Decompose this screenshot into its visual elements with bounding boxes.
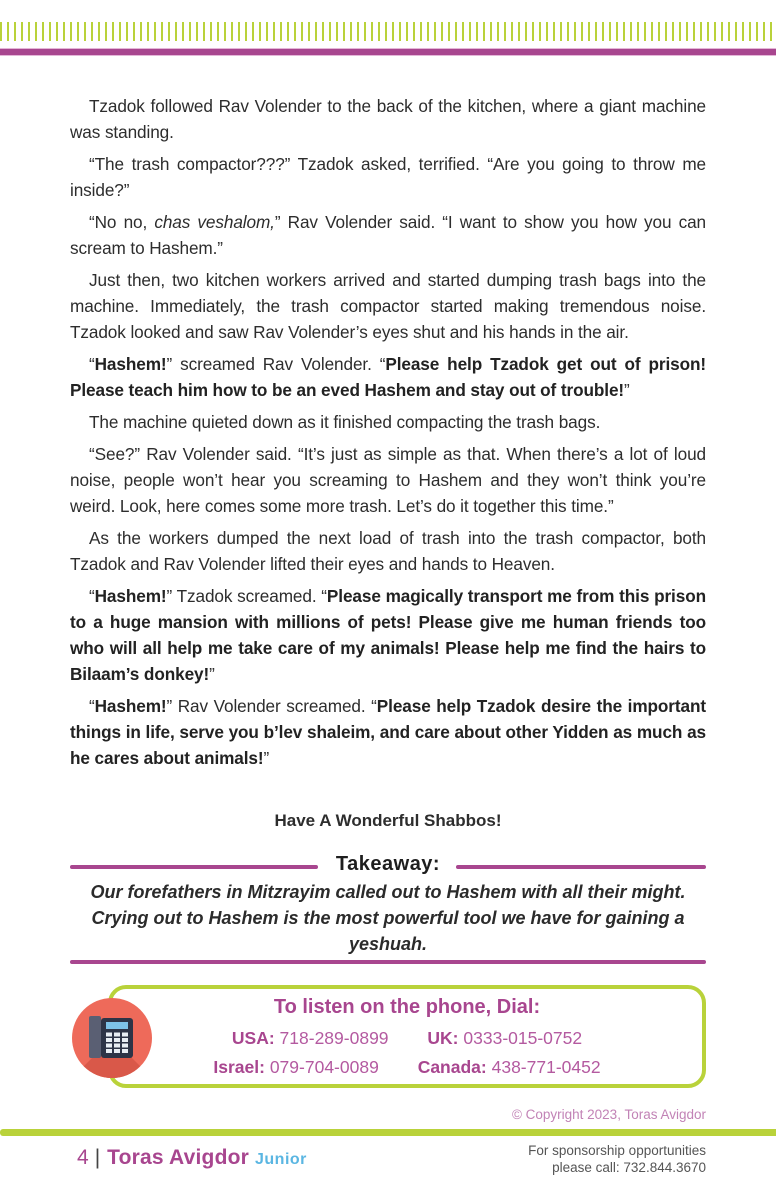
phone-number[interactable]: 438-771-0452 — [491, 1057, 601, 1077]
bold-text: Please magically transport me from this prison to a huge mansion with millions of pets! Please give me human friends too who will all help me take care of my animals! Please help me find the hairs to Bilaam’s donkey! — [70, 586, 706, 684]
text-run: As the workers dumped the next load of trash into the trash compactor, both Tzadok and Rav Volender lifted their eyes and hands to Heaven. — [70, 528, 706, 574]
story-paragraph — [70, 93, 706, 145]
story-paragraph — [70, 409, 706, 435]
story-paragraph — [70, 267, 706, 345]
closing-line: Have A Wonderful Shabbos! — [274, 811, 502, 830]
italic-text: chas veshalom, — [154, 212, 275, 232]
sponsorship-phone: please call: 732.844.3670 — [552, 1160, 706, 1175]
phone-number[interactable]: 0333-015-0752 — [463, 1028, 583, 1048]
story-body — [70, 93, 706, 777]
phone-number[interactable]: 079-704-0089 — [269, 1057, 379, 1077]
copyright-notice: © Copyright 2023, Toras Avigdor — [511, 1107, 706, 1122]
dial-row — [108, 1028, 706, 1049]
top-stripe-border — [0, 22, 776, 41]
dial-entry-uk — [427, 1028, 582, 1049]
text-run: Tzadok followed Rav Volender to the back of the kitchen, where a giant machine was standing. — [70, 96, 706, 142]
takeaway-rule-right — [456, 865, 706, 869]
text-run: ” Rav Volender said. “I want to show you how you can scream to Hashem.” — [70, 212, 707, 258]
phone-number[interactable]: 718-289-0899 — [279, 1028, 389, 1048]
story-paragraph — [70, 441, 706, 519]
bold-text: Please help Tzadok desire the important things in life, serve you b’lev shaleim, and care about other Yidden as much as he cares about animals! — [70, 696, 706, 768]
dial-row — [108, 1057, 706, 1078]
story-paragraph — [70, 693, 706, 771]
text-run: The machine quieted down as it finished compacting the trash bags. — [89, 412, 601, 432]
country-label: USA: — [231, 1028, 275, 1048]
text-run: Just then, two kitchen workers arrived and started dumping trash bags into the machine. Immediately, the trash compactor started making tremendous noise. Tzadok looked and saw Rav Volender’s eyes shut and his hands in the air. — [70, 270, 706, 342]
story-paragraph — [70, 351, 706, 403]
story-paragraph — [70, 209, 706, 261]
sponsorship-info — [528, 1142, 706, 1176]
text-run: “ — [89, 586, 95, 606]
country-label: Canada: — [417, 1057, 487, 1077]
bold-text: Hashem! — [94, 354, 167, 374]
sponsorship-line: For sponsorship opportunities — [528, 1143, 706, 1158]
country-label: UK: — [427, 1028, 459, 1048]
takeaway-text: Our forefathers in Mitzrayim called out to Hashem with all their might. Crying out to Hashem is the most powerful tool we have for gaining a yeshuah. — [90, 882, 686, 954]
country-label: Israel: — [213, 1057, 265, 1077]
text-run: “ — [89, 696, 95, 716]
dial-title: To listen on the phone, Dial: — [273, 996, 541, 1018]
text-run: ” Rav Volender screamed. “ — [166, 696, 377, 716]
page-number: 4 — [77, 1146, 89, 1169]
text-run: ” — [624, 380, 630, 400]
footer-branding — [77, 1146, 307, 1174]
page-separator: | — [94, 1146, 101, 1169]
text-run: ” — [263, 748, 270, 768]
text-run: ” screamed Rav Volender. “ — [166, 354, 386, 374]
takeaway-title: Takeaway: — [335, 853, 441, 875]
text-run: ” Tzadok screamed. “ — [166, 586, 327, 606]
story-paragraph — [70, 525, 706, 577]
bottom-green-rule — [0, 1129, 776, 1136]
story-paragraph — [70, 583, 706, 687]
text-run: “See?” Rav Volender said. “It’s just as simple as that. When there’s a lot of loud noise, people won’t hear you screaming to Hashem and they won’t think you’re weird. Look, here comes some more trash. Let’s do it together this time.” — [70, 444, 706, 516]
dial-entry-usa — [232, 1028, 389, 1049]
bold-text: Hashem! — [94, 586, 167, 606]
text-run: “No no, — [89, 212, 155, 232]
text-run: ” — [209, 664, 215, 684]
text-run: “The trash compactor???” Tzadok asked, terrified. “Are you going to throw me inside?” — [70, 154, 706, 200]
brand-logo-text: Toras Avigdor — [107, 1146, 249, 1169]
text-run: “ — [89, 354, 95, 374]
dial-entry-israel — [213, 1057, 378, 1078]
bold-text: Hashem! — [94, 696, 167, 716]
dial-entry-canada — [418, 1057, 601, 1078]
takeaway-header — [70, 855, 706, 879]
top-purple-rule — [0, 48, 776, 56]
takeaway-rule-bottom — [70, 960, 706, 964]
bold-text: Please help Tzadok get out of prison! Please teach him how to be an eved Hashem and stay out of trouble! — [70, 354, 707, 400]
brand-logo-sub: Junior — [255, 1151, 307, 1168]
handset-shape — [89, 1016, 101, 1058]
story-paragraph — [70, 151, 706, 203]
